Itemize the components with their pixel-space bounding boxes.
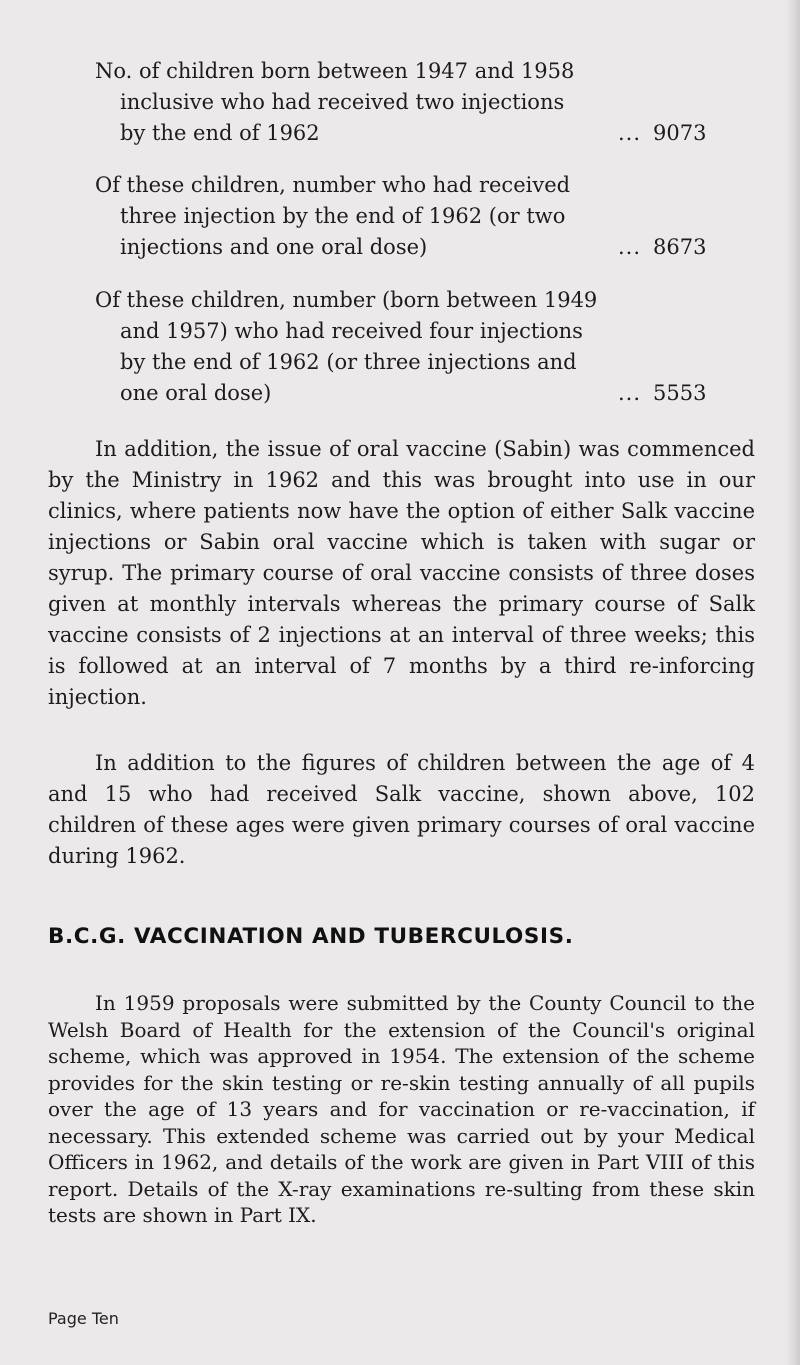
statistic-four-injections [95,285,715,409]
statistic-value: 9073 [653,121,707,145]
paragraph-oral-vaccine: In addition, the issue of oral vaccine (Sabin) was commenced by the Ministry in 1962 and this was brought into use in our clinics, where patients now have the option of either Salk vaccine injections or Sabin oral vaccine which is taken with sugar or syrup. The primary course of oral vaccine consists of three doses given at monthly intervals whereas the primary course of Salk vaccine consists of 2 injections at an interval of three weeks; this is followed at an interval of 7 months by a third re-inforcing injection. [48,437,755,709]
statistic-text-line: inclusive who had received two injections [120,90,565,114]
section-heading: B.C.G. VACCINATION AND TUBERCULOSIS. [48,924,574,949]
statistic-text-line: No. of children born between 1947 and 1958 [95,59,575,83]
statistic-total-row [95,118,715,149]
statistic-text-line: Of these children, number who had received [95,173,571,197]
statistic-text-line: Of these children, number (born between 1949 [95,288,598,312]
dot-leader: ... [617,381,641,405]
dot-leader: ... [617,121,641,145]
statistic-text-line: by the end of 1962 [120,121,320,145]
page-number: Page Ten [48,1309,119,1328]
statistic-text-line: injections and one oral dose) [120,235,428,259]
statistic-total-row [95,378,715,409]
statistic-total-row [95,232,715,263]
statistic-value: 8673 [653,235,707,259]
statistic-text-line: one oral dose) [120,381,272,405]
statistic-value: 5553 [653,381,707,405]
statistic-text-line: by the end of 1962 (or three injections and [120,350,577,374]
statistic-three-injections [95,170,715,263]
statistic-text-line: and 1957) who had received four injections [120,319,583,343]
paragraph-bcg-scheme: In 1959 proposals were submitted by the County Council to the Welsh Board of Health for the extension of the Council's original scheme, which was approved in 1954. The extension of the scheme provides for the skin testing or re-skin testing annually of all pupils over the age of 13 years and for vaccination or re-vaccination, if necessary. This extended scheme was carried out by your Medical Officers in 1962, and details of the work are given in Part VIII of this report. Details of the X-ray examinations re-sulting from these skin tests are shown in Part IX. [48,991,755,1227]
paragraph-additional-figures: In addition to the figures of children between the age of 4 and 15 who had received Salk vaccine, shown above, 102 children of these ages were given primary courses of oral vaccine during 1962. [48,751,755,868]
statistic-two-injections [95,56,715,149]
page-edge-shadow [786,0,800,1365]
statistic-text-line: three injection by the end of 1962 (or two [120,204,566,228]
dot-leader: ... [617,235,641,259]
